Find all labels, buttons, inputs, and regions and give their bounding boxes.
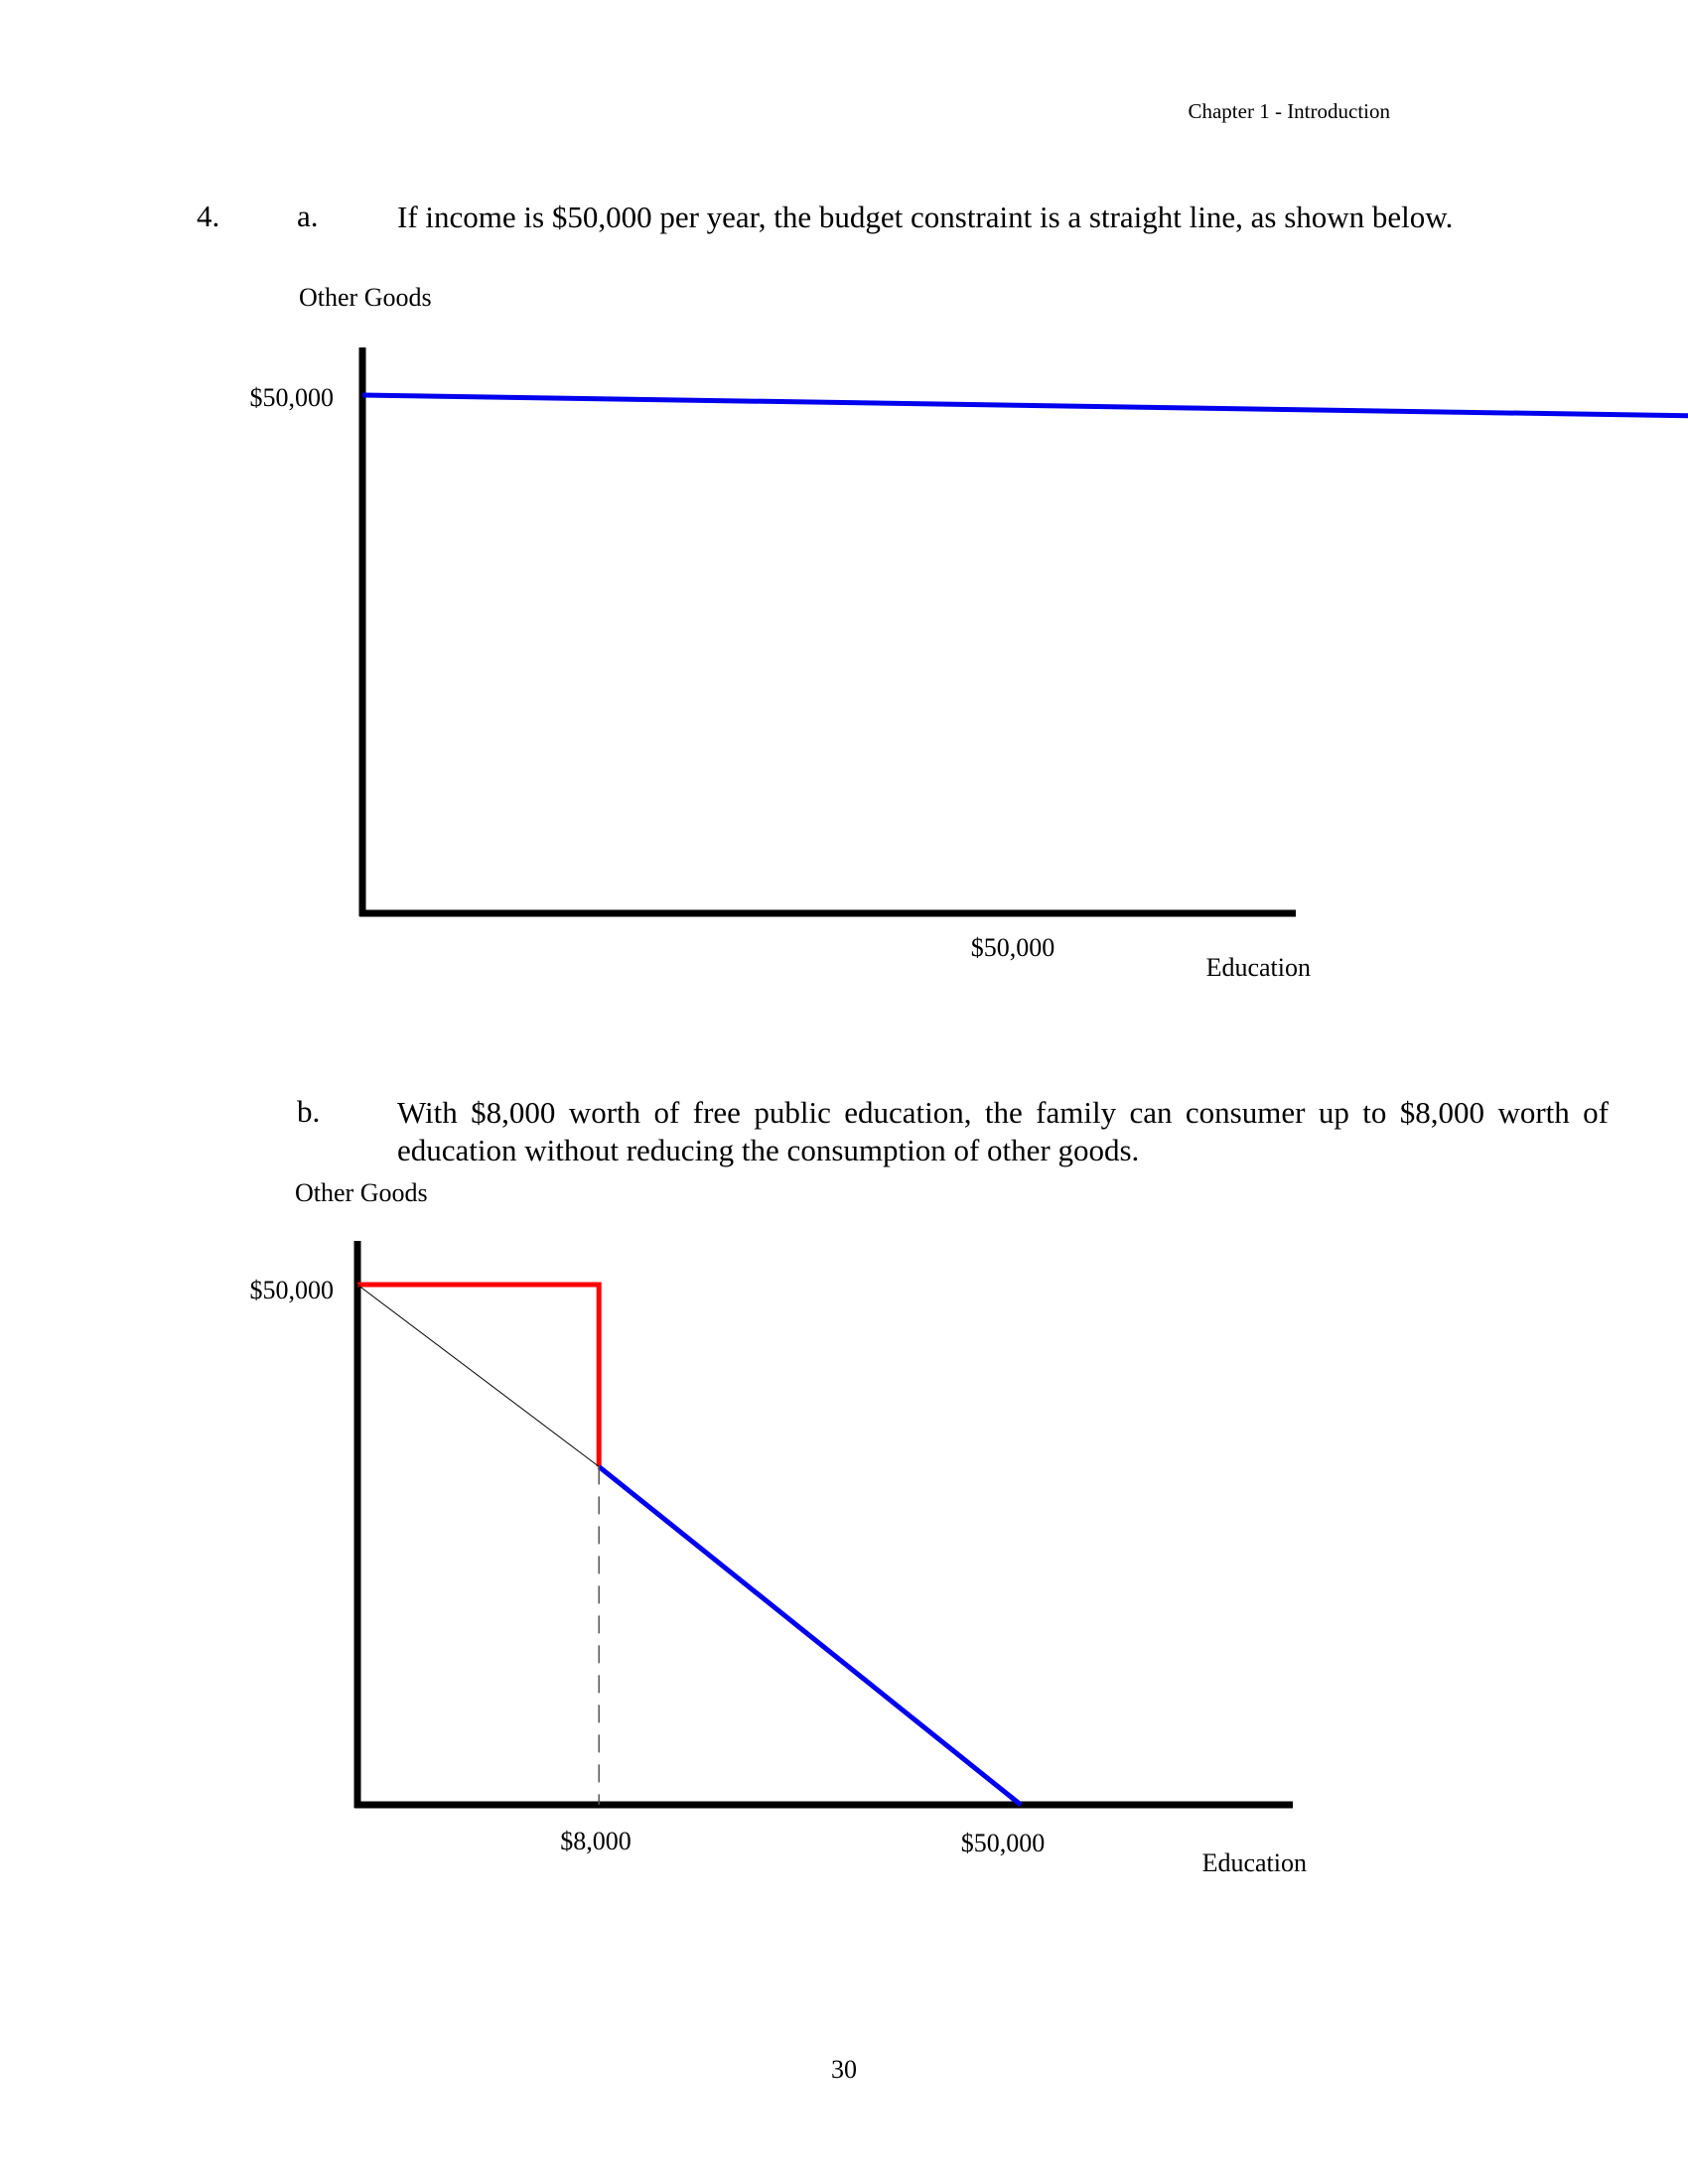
chart-b-xtick-50000: $50,000 (960, 1829, 1046, 1857)
chart-b-series-2 (357, 1285, 599, 1466)
part-b-text: With $8,000 worth of free public education, the family can consumer up to $8,000 worth of education without reducing the consumption of other goods. (397, 1095, 1609, 1167)
question-number: 4. (197, 199, 220, 233)
chart-a-series-0 (362, 395, 1688, 913)
part-b-label: b. (297, 1094, 321, 1129)
chart-a-ytick-50000: $50,000 (249, 383, 334, 412)
running-header: Chapter 1 - Introduction (1188, 99, 1390, 123)
part-a-label: a. (297, 199, 319, 233)
page-number: 30 (831, 2055, 857, 2084)
chart-b-ylabel: Other Goods (295, 1178, 428, 1207)
chart-a-xlabel: Education (1205, 953, 1311, 982)
chart-a-xtick-50000: $50,000 (970, 933, 1055, 962)
chart-a-ylabel: Other Goods (299, 283, 432, 312)
chart-b (0, 1221, 1688, 1936)
chart-b-ytick-50000: $50,000 (249, 1276, 334, 1304)
chart-b-xtick-8000: $8,000 (560, 1827, 632, 1855)
chart-a (0, 328, 1688, 1042)
chart-b-series-1 (599, 1466, 1021, 1805)
chart-b-xlabel: Education (1201, 1848, 1307, 1877)
part-a-text: If income is $50,000 per year, the budget constraint is a straight line, as shown below. (397, 200, 1454, 234)
